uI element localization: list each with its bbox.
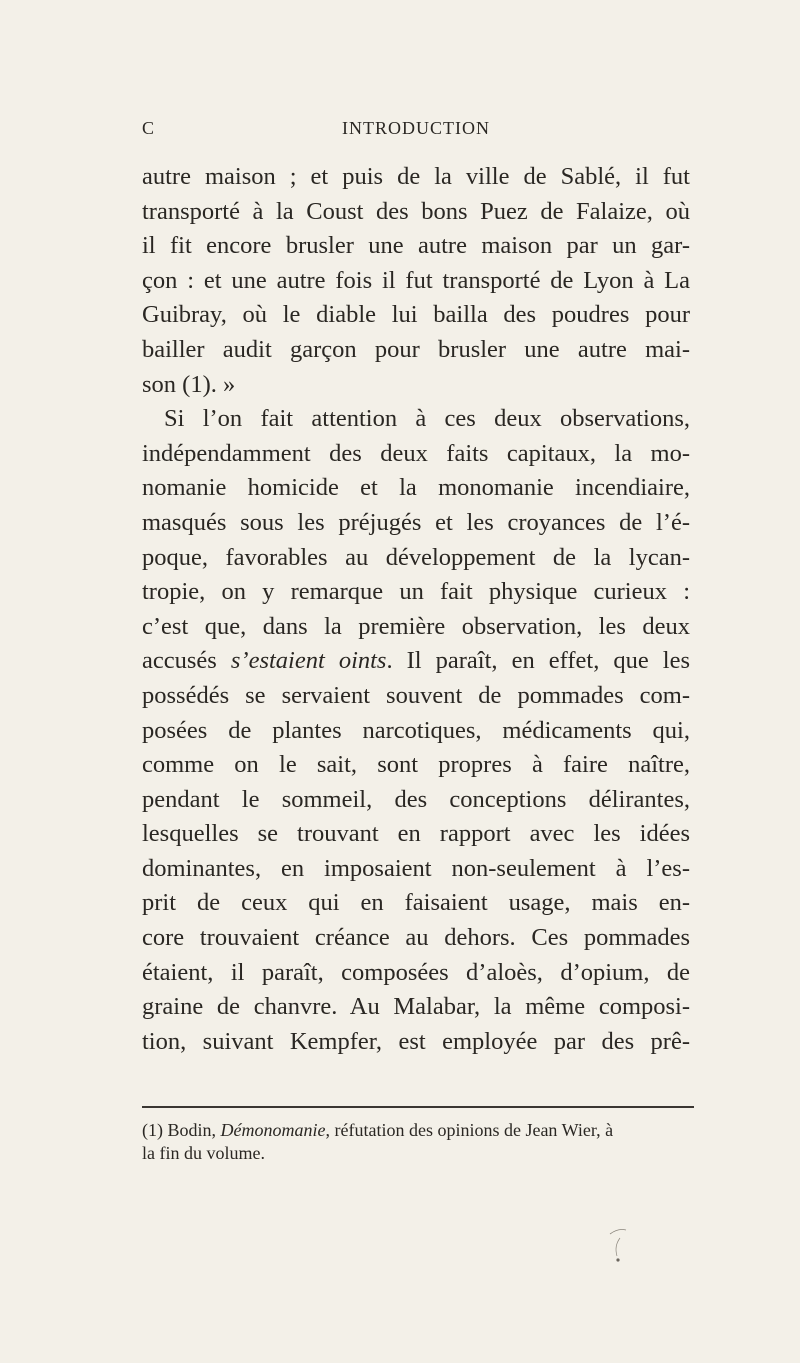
text-line: transporté à la Coust des bons Puez de Falaize, où xyxy=(142,197,690,225)
text-line: c’est que, dans la première observation, les deux xyxy=(142,612,690,640)
text-line: tropie, on y remarque un fait physique curieux : xyxy=(142,578,690,606)
text-fragment: (1) Bodin, xyxy=(142,1120,221,1140)
italic-fragment: Démonomanie xyxy=(220,1120,326,1140)
text-line: autre maison ; et puis de la ville de Sablé, il fut xyxy=(142,163,690,190)
text-fragment: . Il paraît, en effet, que les xyxy=(386,647,690,675)
text-line: core trouvaient créance au dehors. Ces pommades xyxy=(142,924,690,952)
text-line: étaient, il paraît, composées d’aloès, d’opium, de xyxy=(142,958,690,986)
text-line: il fit encore brusler une autre maison par un gar- xyxy=(142,232,690,260)
text-line: çon : et une autre fois il fut transporté de Lyon à La xyxy=(142,266,690,294)
text-line: Guibray, où le diable lui bailla des poudres pour xyxy=(142,301,690,329)
page-number: C xyxy=(142,118,155,138)
text-line: nomanie homicide et la monomanie incendiaire, xyxy=(142,474,690,502)
text-fragment: , réfutation des opinions de Jean Wier, à xyxy=(325,1120,614,1140)
text-line: poque, favorables au développement de la lycan- xyxy=(142,543,690,571)
text-line: tion, suivant Kempfer, est employée par des prê- xyxy=(142,1027,690,1055)
text-line: dominantes, en imposaient non-seulement à l’es- xyxy=(142,854,690,882)
footnote-line xyxy=(142,1119,694,1142)
footnote-line: la fin du volume. xyxy=(142,1143,265,1163)
text-line-with-italic xyxy=(142,644,690,679)
text-line: graine de chanvre. Au Malabar, la même composi- xyxy=(142,993,690,1021)
text-line: lesquelles se trouvant en rapport avec les idées xyxy=(142,820,690,848)
text-line: bailler audit garçon pour brusler une autre mai- xyxy=(142,335,690,363)
running-head xyxy=(142,118,702,144)
paragraph-start-line: Si l’on fait attention à ces deux observations, xyxy=(164,405,690,433)
footnote xyxy=(142,1119,694,1165)
paper-speck-mark xyxy=(600,1220,640,1270)
text-fragment: accusés xyxy=(142,647,231,675)
text-line: pendant le sommeil, des conceptions délirantes, xyxy=(142,785,690,813)
text-line: posées de plantes narcotiques, médicaments qui, xyxy=(142,716,690,744)
text-line: masqués sous les préjugés et les croyances de l’é- xyxy=(142,508,690,536)
running-title: INTRODUCTION xyxy=(342,118,490,138)
italic-fragment: s’estaient oints xyxy=(230,647,387,675)
body-text xyxy=(142,160,690,1059)
text-line: comme on le sait, sont propres à faire naître, xyxy=(142,751,690,779)
footnote-rule xyxy=(142,1106,694,1108)
text-line: possédés se servaient souvent de pommades com- xyxy=(142,681,690,709)
text-line: indépendamment des deux faits capitaux, la mo- xyxy=(142,439,690,467)
text-line: prit de ceux qui en faisaient usage, mais en- xyxy=(142,889,690,917)
text-line: son (1). » xyxy=(142,370,236,398)
